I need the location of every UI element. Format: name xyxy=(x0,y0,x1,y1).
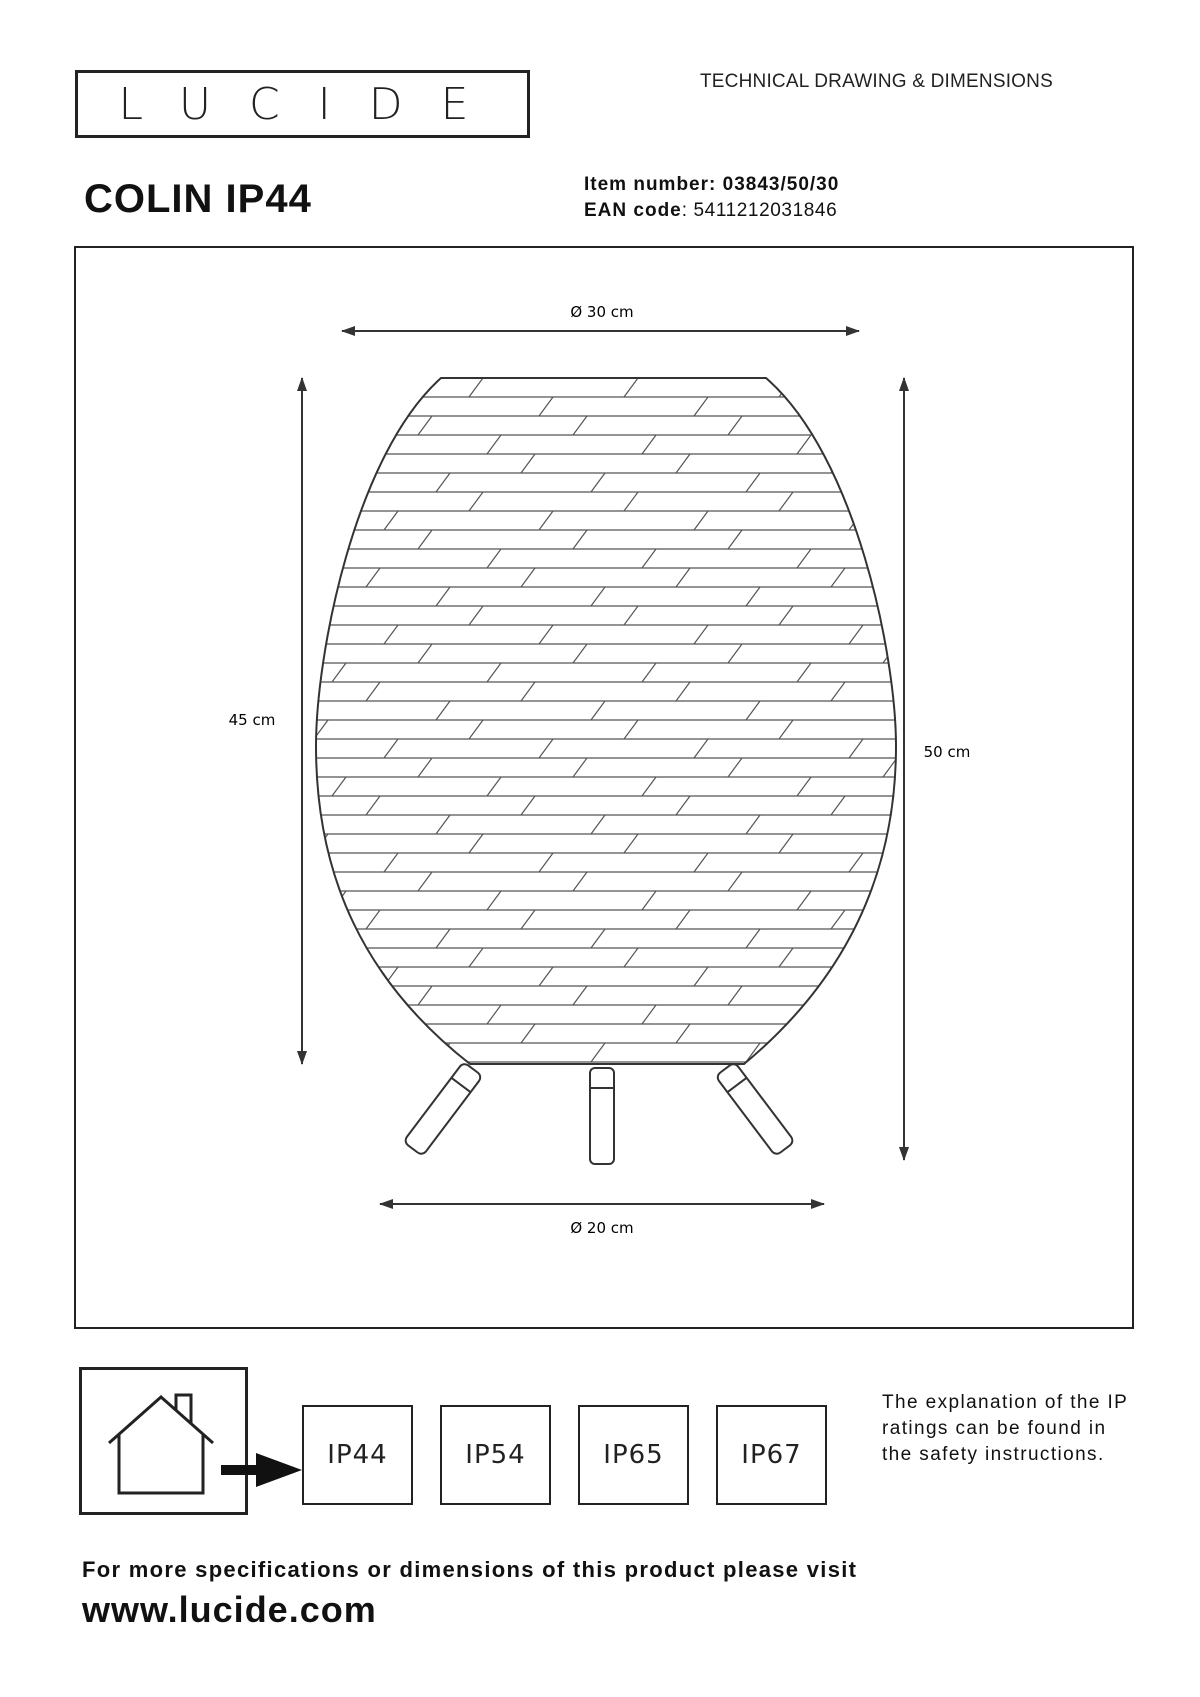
total-height-label: 50 cm xyxy=(923,743,971,761)
ip-rating-box: IP44 xyxy=(302,1405,413,1505)
ean-code-value: : 5411212031846 xyxy=(681,200,838,221)
lamp-shade xyxy=(304,378,915,1064)
ip-rating-box: IP54 xyxy=(440,1405,551,1505)
item-number-label: Item number: xyxy=(584,174,717,195)
ean-code xyxy=(584,200,837,222)
ip-rating-box: IP65 xyxy=(578,1405,689,1505)
ean-code-label: EAN code xyxy=(584,200,682,221)
body-height-label: 45 cm xyxy=(228,711,276,729)
house-icon xyxy=(79,1367,319,1517)
brand-logo: LUCIDE xyxy=(118,78,507,130)
item-number-value: 03843/50/30 xyxy=(722,174,840,195)
lamp-technical-drawing xyxy=(74,246,1134,1329)
ip-rating-box: IP67 xyxy=(716,1405,827,1505)
ip-rating-note: The explanation of the IP ratings can be found in the safety instructions. xyxy=(882,1392,1128,1465)
product-name: COLIN IP44 xyxy=(84,177,312,221)
item-number xyxy=(584,174,839,196)
lamp-legs xyxy=(403,1062,794,1164)
top-diameter-label: Ø 30 cm xyxy=(570,303,634,321)
website-link[interactable]: www.lucide.com xyxy=(82,1589,377,1630)
footer-text: For more specifications or dimensions of this product please visit xyxy=(82,1557,858,1582)
document-title: TECHNICAL DRAWING & DIMENSIONS xyxy=(700,71,1053,92)
bottom-diameter-label: Ø 20 cm xyxy=(570,1219,634,1237)
